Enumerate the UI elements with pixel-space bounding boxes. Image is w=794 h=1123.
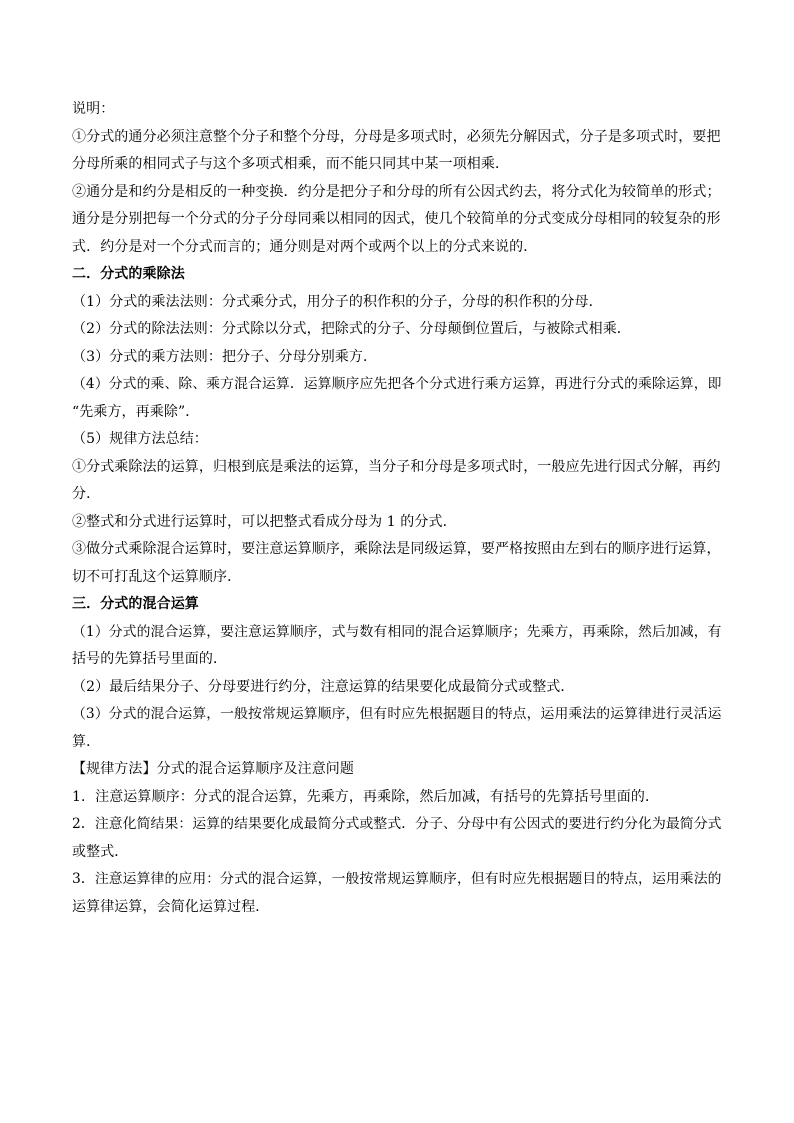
text-line: （4）分式的乘、除、乘方混合运算．运算顺序应先把各个分式进行乘方运算，再进行分式的乘除运算，即 (72, 376, 722, 392)
text-line: （3）分式的混合运算，一般按常规运算顺序，但有时应先根据题目的特点，运用乘法的运算律进行灵活运 (72, 706, 722, 722)
text-line: 切不可打乱这个运算顺序． (72, 568, 242, 585)
text-line: ①分式的通分必须注意整个分子和整个分母，分母是多项式时，必须先分解因式，分子是多项式时，要把 (72, 128, 721, 145)
text-line: ①分式乘除法的运算，归根到底是乘法的运算，当分子和分母是多项式时，一般应先进行因式分解，再约 (72, 458, 721, 475)
text-line: （5）规律方法总结： (72, 431, 208, 447)
text-line: （2）分式的除法法则：分式除以分式，把除式的分子、分母颠倒位置后，与被除式相乘． (72, 321, 631, 337)
text-line: 2．注意化简结果：运算的结果要化成最简分式或整式．分子、分母中有公因式的要进行约分化为最简分式 (72, 816, 722, 832)
text-line: 通分是分别把每一个分式的分子分母同乘以相同的因式，使几个较简单的分式变成分母相同的较复杂的形 (72, 211, 721, 227)
text-line: 3．注意运算律的应用：分式的混合运算，一般按常规运算顺序，但有时应先根据题目的特点，运用乘法的 (72, 871, 722, 887)
text-line: 或整式． (72, 843, 129, 860)
text-line: （1）分式的混合运算，要注意运算顺序，式与数有相同的混合运算顺序；先乘方，再乘除，然后加减，有 (72, 623, 722, 640)
text-line: 算． (72, 733, 101, 750)
text-line: ②通分是和约分是相反的一种变换．约分是把分子和分母的所有公因式约去，将分式化为较简单的形式； (72, 183, 721, 200)
text-line: 运算律运算，会简化运算过程． (72, 898, 270, 915)
text-line: （2）最后结果分子、分母要进行约分，注意运算的结果要化成最简分式或整式． (72, 678, 575, 695)
text-line: 分． (72, 486, 101, 502)
text-line: 说明： (72, 101, 115, 117)
section-heading: 三．分式的混合运算 (72, 596, 199, 612)
text-line: 式．约分是对一个分式而言的；通分则是对两个或两个以上的分式来说的． (72, 238, 538, 255)
text-line: ③做分式乘除混合运算时，要注意运算顺序，乘除法是同级运算，要严格按照由左到右的顺序进行运算， (72, 541, 721, 557)
text-line: 1．注意运算顺序：分式的混合运算，先乘方，再乘除，然后加减，有括号的先算括号里面的． (72, 788, 660, 805)
text-line: （1）分式的乘法法则：分式乘分式，用分子的积作积的分子，分母的积作积的分母． (72, 293, 603, 310)
text-line: 【规律方法】分式的混合运算顺序及注意问题 (72, 761, 354, 777)
text-line: 括号的先算括号里面的． (72, 651, 228, 667)
document-body (72, 96, 722, 921)
text-line: “先乘方，再乘除”． (72, 403, 200, 420)
text-line: （3）分式的乘方法则：把分子、分母分别乘方． (72, 348, 378, 365)
text-line: 分母所乘的相同式子与这个多项式相乘，而不能只同其中某一项相乘． (72, 156, 510, 172)
text-line: ②整式和分式进行运算时，可以把整式看成分母为 1 的分式． (72, 513, 457, 530)
section-heading: 二．分式的乘除法 (72, 266, 185, 282)
